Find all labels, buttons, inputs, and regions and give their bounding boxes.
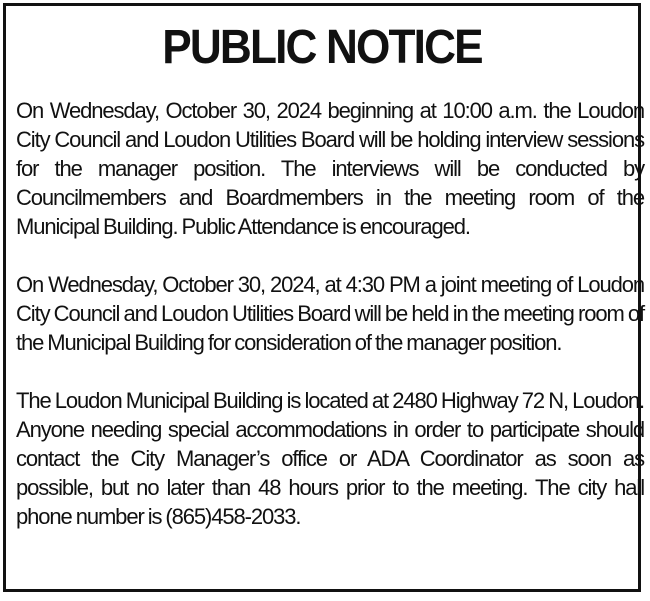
public-notice-box — [3, 3, 644, 592]
notice-title: PUBLIC NOTICE — [162, 21, 482, 74]
notice-paragraph-joint-meeting: On Wednesday, October 30, 2024, at 4:30 PM a joint meeting of Loudon City Council and Loudon Utilities Board will be held in the meeting room of the Municipal Building for consideration of the manager position. — [16, 272, 644, 355]
notice-body — [16, 96, 644, 531]
notice-paragraph-location-contact: The Loudon Municipal Building is located at 2480 Highway 72 N, Loudon. Anyone needing special accommodations in order to participate should contact the City Manager’s office or ADA Coordinator as soon as possible, but no later than 48 hours prior to the meeting. The city hall phone number is (865)458-2033. — [16, 388, 644, 529]
notice-paragraph-interviews: On Wednesday, October 30, 2024 beginning at 10:00 a.m. the Loudon City Council and Loudon Utilities Board will be holding interview sessions for the manager position. The interviews will be conducted by Councilmembers and Boardmembers in the meeting room of the Municipal Building. Public Attendance is encouraged. — [16, 98, 644, 239]
